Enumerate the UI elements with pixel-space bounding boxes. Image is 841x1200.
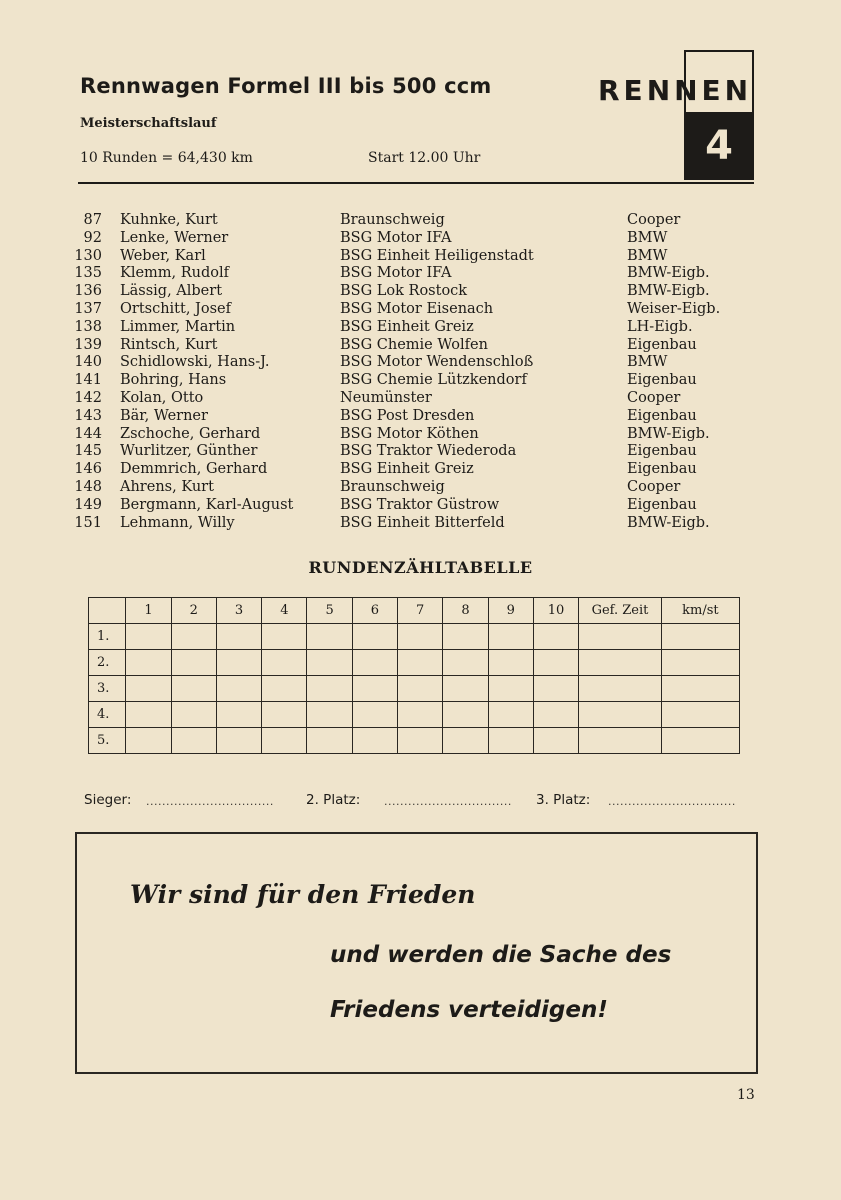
lap-column-header: Gef. Zeit bbox=[579, 598, 662, 624]
lap-entry-cell[interactable] bbox=[579, 624, 662, 650]
entry-number: 140 bbox=[74, 354, 102, 371]
lap-entry-cell[interactable] bbox=[488, 702, 533, 728]
entry-row bbox=[70, 443, 750, 461]
lap-entry-cell[interactable] bbox=[262, 676, 307, 702]
driver-club: BSG Motor Wendenschloß bbox=[340, 354, 534, 371]
driver-club: BSG Einheit Greiz bbox=[340, 318, 474, 335]
driver-name: Bergmann, Karl-August bbox=[120, 496, 294, 513]
lap-row-label: 4. bbox=[89, 702, 126, 728]
entry-number: 149 bbox=[74, 496, 102, 513]
race-distance: 10 Runden = 64,430 km bbox=[80, 150, 253, 166]
lap-table-corner bbox=[89, 598, 126, 624]
driver-club: BSG Lok Rostock bbox=[340, 283, 468, 300]
third-place-blank[interactable]: ................................ bbox=[608, 795, 736, 808]
lap-column-header: 4 bbox=[262, 598, 307, 624]
entry-number: 135 bbox=[74, 265, 102, 282]
lap-entry-cell[interactable] bbox=[216, 728, 261, 754]
entry-row bbox=[70, 212, 750, 230]
second-place-label: 2. Platz: bbox=[306, 792, 361, 808]
driver-name: Bohring, Hans bbox=[120, 372, 227, 389]
entry-row bbox=[70, 479, 750, 497]
race-title: Rennwagen Formel III bis 500 ccm bbox=[80, 74, 492, 98]
lap-entry-cell[interactable] bbox=[533, 624, 578, 650]
lap-entry-cell[interactable] bbox=[661, 676, 739, 702]
driver-club: Braunschweig bbox=[340, 212, 445, 228]
entry-row bbox=[70, 461, 750, 479]
car-make: BMW bbox=[627, 354, 668, 371]
lap-column-header: 5 bbox=[307, 598, 352, 624]
lap-table-header-row bbox=[89, 598, 740, 624]
page-number: 13 bbox=[737, 1087, 755, 1103]
lap-entry-cell[interactable] bbox=[352, 676, 397, 702]
driver-club: BSG Motor IFA bbox=[340, 229, 452, 246]
lap-entry-cell[interactable] bbox=[579, 728, 662, 754]
driver-name: Lehmann, Willy bbox=[120, 514, 235, 531]
lap-table-row bbox=[89, 650, 740, 676]
car-make: BMW bbox=[627, 247, 668, 264]
entry-row bbox=[70, 354, 750, 372]
entry-row bbox=[70, 390, 750, 408]
entry-number: 138 bbox=[74, 318, 102, 335]
lap-column-header: 7 bbox=[398, 598, 443, 624]
lap-column-header: 1 bbox=[126, 598, 171, 624]
lap-entry-cell[interactable] bbox=[488, 676, 533, 702]
lap-entry-cell[interactable] bbox=[398, 676, 443, 702]
driver-name: Kolan, Otto bbox=[120, 389, 204, 406]
lap-entry-cell[interactable] bbox=[262, 650, 307, 676]
lap-entry-cell[interactable] bbox=[171, 728, 216, 754]
lap-entry-cell[interactable] bbox=[533, 728, 578, 754]
lap-entry-cell[interactable] bbox=[216, 702, 261, 728]
lap-entry-cell[interactable] bbox=[126, 728, 171, 754]
lap-entry-cell[interactable] bbox=[533, 676, 578, 702]
driver-club: Braunschweig bbox=[340, 478, 445, 495]
entry-number: 139 bbox=[74, 336, 102, 353]
driver-club: BSG Einheit Bitterfeld bbox=[340, 514, 505, 531]
entry-list bbox=[70, 212, 750, 532]
car-make: Eigenbau bbox=[627, 461, 697, 478]
lap-entry-cell[interactable] bbox=[216, 650, 261, 676]
lap-column-header: km/st bbox=[661, 598, 739, 624]
driver-name: Bär, Werner bbox=[120, 407, 208, 424]
lap-entry-cell[interactable] bbox=[398, 702, 443, 728]
car-make: Eigenbau bbox=[627, 336, 697, 353]
lap-entry-cell[interactable] bbox=[488, 650, 533, 676]
driver-club: BSG Chemie Lützkendorf bbox=[340, 372, 527, 389]
lap-count-table bbox=[88, 597, 740, 754]
lap-entry-cell[interactable] bbox=[262, 728, 307, 754]
lap-table-title: RUNDENZÄHLTABELLE bbox=[308, 558, 533, 577]
driver-name: Demmrich, Gerhard bbox=[120, 461, 268, 478]
lap-entry-cell[interactable] bbox=[307, 676, 352, 702]
driver-name: Rintsch, Kurt bbox=[120, 336, 218, 353]
lap-entry-cell[interactable] bbox=[398, 650, 443, 676]
driver-name: Limmer, Martin bbox=[120, 318, 236, 335]
entry-row bbox=[70, 497, 750, 515]
car-make: BMW-Eigb. bbox=[627, 265, 710, 282]
driver-club: BSG Motor IFA bbox=[340, 265, 452, 282]
entry-row bbox=[70, 283, 750, 301]
lap-entry-cell[interactable] bbox=[352, 728, 397, 754]
car-make: BMW-Eigb. bbox=[627, 514, 710, 531]
lap-entry-cell[interactable] bbox=[488, 728, 533, 754]
lap-table-row bbox=[89, 624, 740, 650]
lap-entry-cell[interactable] bbox=[579, 650, 662, 676]
lap-entry-cell[interactable] bbox=[126, 676, 171, 702]
driver-name: Ortschitt, Josef bbox=[120, 300, 231, 317]
winner-blank[interactable]: ................................ bbox=[146, 795, 274, 808]
lap-entry-cell[interactable] bbox=[443, 650, 488, 676]
lap-entry-cell[interactable] bbox=[443, 624, 488, 650]
entry-number: 151 bbox=[74, 514, 102, 531]
car-make: BMW bbox=[627, 229, 668, 246]
lap-entry-cell[interactable] bbox=[352, 624, 397, 650]
driver-name: Schidlowski, Hans-J. bbox=[120, 354, 270, 371]
driver-name: Wurlitzer, Günther bbox=[120, 443, 258, 460]
driver-club: BSG Traktor Wiederoda bbox=[340, 443, 517, 460]
lap-table-row bbox=[89, 676, 740, 702]
entry-number: 92 bbox=[83, 229, 102, 246]
lap-entry-cell[interactable] bbox=[307, 624, 352, 650]
race-label: RENNEN bbox=[598, 74, 753, 107]
lap-entry-cell[interactable] bbox=[533, 650, 578, 676]
entry-number: 136 bbox=[74, 283, 102, 300]
lap-entry-cell[interactable] bbox=[307, 650, 352, 676]
driver-name: Lenke, Werner bbox=[120, 229, 229, 246]
lap-entry-cell[interactable] bbox=[661, 650, 739, 676]
lap-entry-cell[interactable] bbox=[216, 676, 261, 702]
entry-number: 137 bbox=[74, 300, 102, 317]
lap-entry-cell[interactable] bbox=[533, 702, 578, 728]
lap-row-label: 1. bbox=[89, 624, 126, 650]
race-number: 4 bbox=[684, 112, 754, 180]
entry-number: 143 bbox=[74, 407, 102, 424]
car-make: Eigenbau bbox=[627, 496, 697, 513]
driver-name: Ahrens, Kurt bbox=[120, 478, 214, 495]
lap-entry-cell[interactable] bbox=[171, 624, 216, 650]
lap-entry-cell[interactable] bbox=[661, 728, 739, 754]
car-make: LH-Eigb. bbox=[627, 318, 693, 335]
driver-club: BSG Motor Eisenach bbox=[340, 300, 494, 317]
lap-entry-cell[interactable] bbox=[262, 624, 307, 650]
lap-table-row bbox=[89, 702, 740, 728]
driver-name: Lässig, Albert bbox=[120, 283, 223, 300]
lap-column-header: 8 bbox=[443, 598, 488, 624]
slogan-line-2: und werden die Sache des bbox=[330, 942, 672, 968]
driver-club: BSG Traktor Güstrow bbox=[340, 496, 500, 513]
lap-column-header: 9 bbox=[488, 598, 533, 624]
winner-label: Sieger: bbox=[84, 792, 132, 808]
entry-number: 146 bbox=[74, 461, 102, 478]
lap-entry-cell[interactable] bbox=[579, 702, 662, 728]
lap-entry-cell[interactable] bbox=[443, 702, 488, 728]
third-place-label: 3. Platz: bbox=[536, 792, 591, 808]
slogan-line-1: Wir sind für den Frieden bbox=[130, 880, 476, 909]
lap-entry-cell[interactable] bbox=[171, 676, 216, 702]
lap-column-header: 2 bbox=[171, 598, 216, 624]
lap-entry-cell[interactable] bbox=[488, 624, 533, 650]
car-make: Cooper bbox=[627, 212, 681, 228]
lap-entry-cell[interactable] bbox=[126, 702, 171, 728]
entry-row bbox=[70, 319, 750, 337]
lap-entry-cell[interactable] bbox=[126, 650, 171, 676]
entry-number: 141 bbox=[74, 372, 102, 389]
lap-entry-cell[interactable] bbox=[398, 728, 443, 754]
driver-club: BSG Chemie Wolfen bbox=[340, 336, 488, 353]
driver-club: BSG Einheit Heiligenstadt bbox=[340, 247, 534, 264]
lap-entry-cell[interactable] bbox=[398, 624, 443, 650]
car-make: BMW-Eigb. bbox=[627, 283, 710, 300]
lap-entry-cell[interactable] bbox=[661, 702, 739, 728]
driver-club: Neumünster bbox=[340, 389, 432, 406]
lap-column-header: 6 bbox=[352, 598, 397, 624]
lap-entry-cell[interactable] bbox=[352, 650, 397, 676]
lap-entry-cell[interactable] bbox=[352, 702, 397, 728]
car-make: Eigenbau bbox=[627, 443, 697, 460]
car-make: Weiser-Eigb. bbox=[627, 300, 721, 317]
entry-row bbox=[70, 248, 750, 266]
lap-row-label: 2. bbox=[89, 650, 126, 676]
car-make: Cooper bbox=[627, 478, 681, 495]
car-make: BMW-Eigb. bbox=[627, 425, 710, 442]
lap-entry-cell[interactable] bbox=[126, 624, 171, 650]
lap-row-label: 3. bbox=[89, 676, 126, 702]
entry-row bbox=[70, 301, 750, 319]
driver-club: BSG Post Dresden bbox=[340, 407, 475, 424]
entry-row bbox=[70, 372, 750, 390]
driver-name: Weber, Karl bbox=[120, 247, 206, 264]
lap-entry-cell[interactable] bbox=[216, 624, 261, 650]
driver-club: BSG Motor Köthen bbox=[340, 425, 479, 442]
lap-table-row bbox=[89, 728, 740, 754]
slogan-line-3: Friedens verteidigen! bbox=[330, 997, 608, 1023]
driver-name: Kuhnke, Kurt bbox=[120, 212, 218, 228]
lap-entry-cell[interactable] bbox=[307, 728, 352, 754]
entry-number: 148 bbox=[74, 478, 102, 495]
lap-row-label: 5. bbox=[89, 728, 126, 754]
second-place-blank[interactable]: ................................ bbox=[384, 795, 512, 808]
car-make: Eigenbau bbox=[627, 407, 697, 424]
entry-number: 145 bbox=[74, 443, 102, 460]
lap-entry-cell[interactable] bbox=[262, 702, 307, 728]
entry-row bbox=[70, 230, 750, 248]
header-divider bbox=[78, 182, 754, 184]
entry-number: 142 bbox=[74, 389, 102, 406]
lap-entry-cell[interactable] bbox=[171, 702, 216, 728]
entry-row bbox=[70, 337, 750, 355]
race-subtitle: Meisterschaftslauf bbox=[80, 116, 217, 131]
race-start-time: Start 12.00 Uhr bbox=[368, 150, 481, 166]
driver-name: Zschoche, Gerhard bbox=[120, 425, 261, 442]
driver-name: Klemm, Rudolf bbox=[120, 265, 230, 282]
lap-column-header: 10 bbox=[533, 598, 578, 624]
entry-number: 87 bbox=[83, 212, 102, 228]
lap-entry-cell[interactable] bbox=[443, 676, 488, 702]
entry-row bbox=[70, 265, 750, 283]
driver-club: BSG Einheit Greiz bbox=[340, 461, 474, 478]
entry-row bbox=[70, 408, 750, 426]
entry-row bbox=[70, 426, 750, 444]
car-make: Cooper bbox=[627, 389, 681, 406]
entry-row bbox=[70, 515, 750, 533]
lap-entry-cell[interactable] bbox=[579, 676, 662, 702]
lap-entry-cell[interactable] bbox=[661, 624, 739, 650]
lap-column-header: 3 bbox=[216, 598, 261, 624]
lap-entry-cell[interactable] bbox=[171, 650, 216, 676]
lap-entry-cell[interactable] bbox=[443, 728, 488, 754]
entry-number: 130 bbox=[74, 247, 102, 264]
car-make: Eigenbau bbox=[627, 372, 697, 389]
lap-entry-cell[interactable] bbox=[307, 702, 352, 728]
entry-number: 144 bbox=[74, 425, 102, 442]
